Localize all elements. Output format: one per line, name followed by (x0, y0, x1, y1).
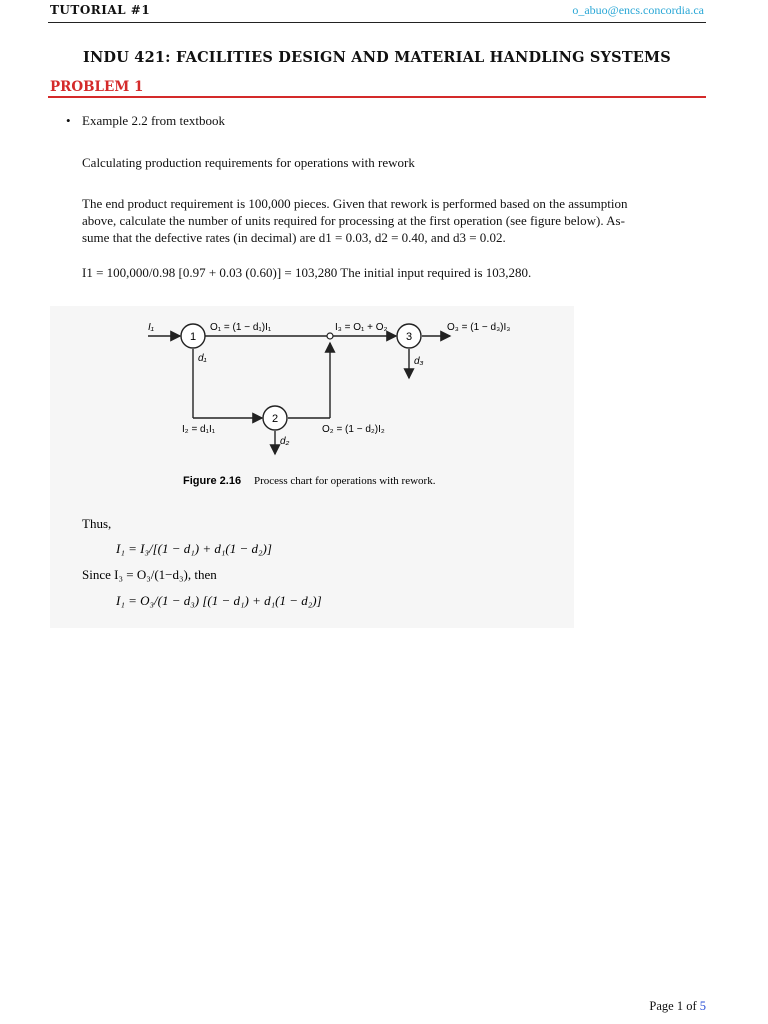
label-d3: d₃ (414, 356, 424, 367)
calculation-line: I1 = 100,000/0.98 [0.97 + 0.03 (0.60)] = 103,280 The initial input required is 103,280. (82, 265, 532, 280)
paragraph-line: above, calculate the number of units required for processing at the first operation (see figure below). As- (82, 213, 625, 228)
header-tutorial-label: TUTORIAL #1 (50, 3, 151, 17)
label-d1: d₁ (198, 353, 207, 364)
paragraph-line: sume that the defective rates (in decimal) are d1 = 0.03, d2 = 0.40, and d3 = 0.02. (82, 230, 506, 245)
label-i1: I₁ (148, 322, 154, 333)
equation-2: I₁ = O₃/(1 − d₃) [(1 − d₁) + d₁(1 − d₂)] (116, 593, 322, 608)
page-footer (649, 999, 706, 1014)
textbook-figure (50, 306, 574, 628)
label-i2: I₂ = d₁I₁ (182, 424, 216, 435)
header-email-link[interactable]: o_abuo@encs.concordia.ca (572, 3, 704, 17)
process-chart-diagram (50, 306, 574, 628)
label-o2: O₂ = (1 − d₂)I₂ (322, 424, 385, 435)
node-1-label: 1 (189, 331, 197, 343)
problem-heading-text: PROBLEM 1 (50, 79, 144, 95)
page-header (48, 2, 706, 23)
node-3-label: 3 (405, 331, 413, 343)
problem-heading (48, 79, 706, 98)
bullet-dot-icon: • (66, 113, 71, 128)
figure-caption-text: Process chart for operations with rework. (254, 475, 436, 487)
course-title: INDU 421: FACILITIES DESIGN AND MATERIAL HANDLING SYSTEMS (83, 49, 671, 66)
label-o3: O₃ = (1 − d₃)I₃ (447, 322, 511, 333)
bullet-text: Example 2.2 from textbook (82, 113, 225, 128)
since-text: Since I₃ = O₃/(1−d₃), then (82, 567, 217, 582)
thus-text: Thus, (82, 516, 112, 531)
paragraph-line: The end product requirement is 100,000 pieces. Given that rework is performed based on the assumption (82, 196, 628, 211)
label-d2: d₂ (280, 436, 290, 447)
page-total-link[interactable]: 5 (699, 999, 706, 1013)
label-i3: I₃ = O₁ + O₂ (335, 322, 388, 333)
bullet-item (66, 113, 225, 129)
node-2-label: 2 (271, 413, 279, 425)
label-o1: O₁ = (1 − d₁)I₁ (210, 322, 272, 333)
page-number-prefix: Page 1 of (649, 999, 700, 1013)
problem-paragraph (82, 195, 706, 246)
equation-1: I₁ = I₃/[(1 − d₁) + d₁(1 − d₂)] (116, 541, 272, 556)
figure-caption-number: Figure 2.16 (183, 475, 242, 487)
subtitle-text: Calculating production requirements for operations with rework (82, 155, 415, 170)
